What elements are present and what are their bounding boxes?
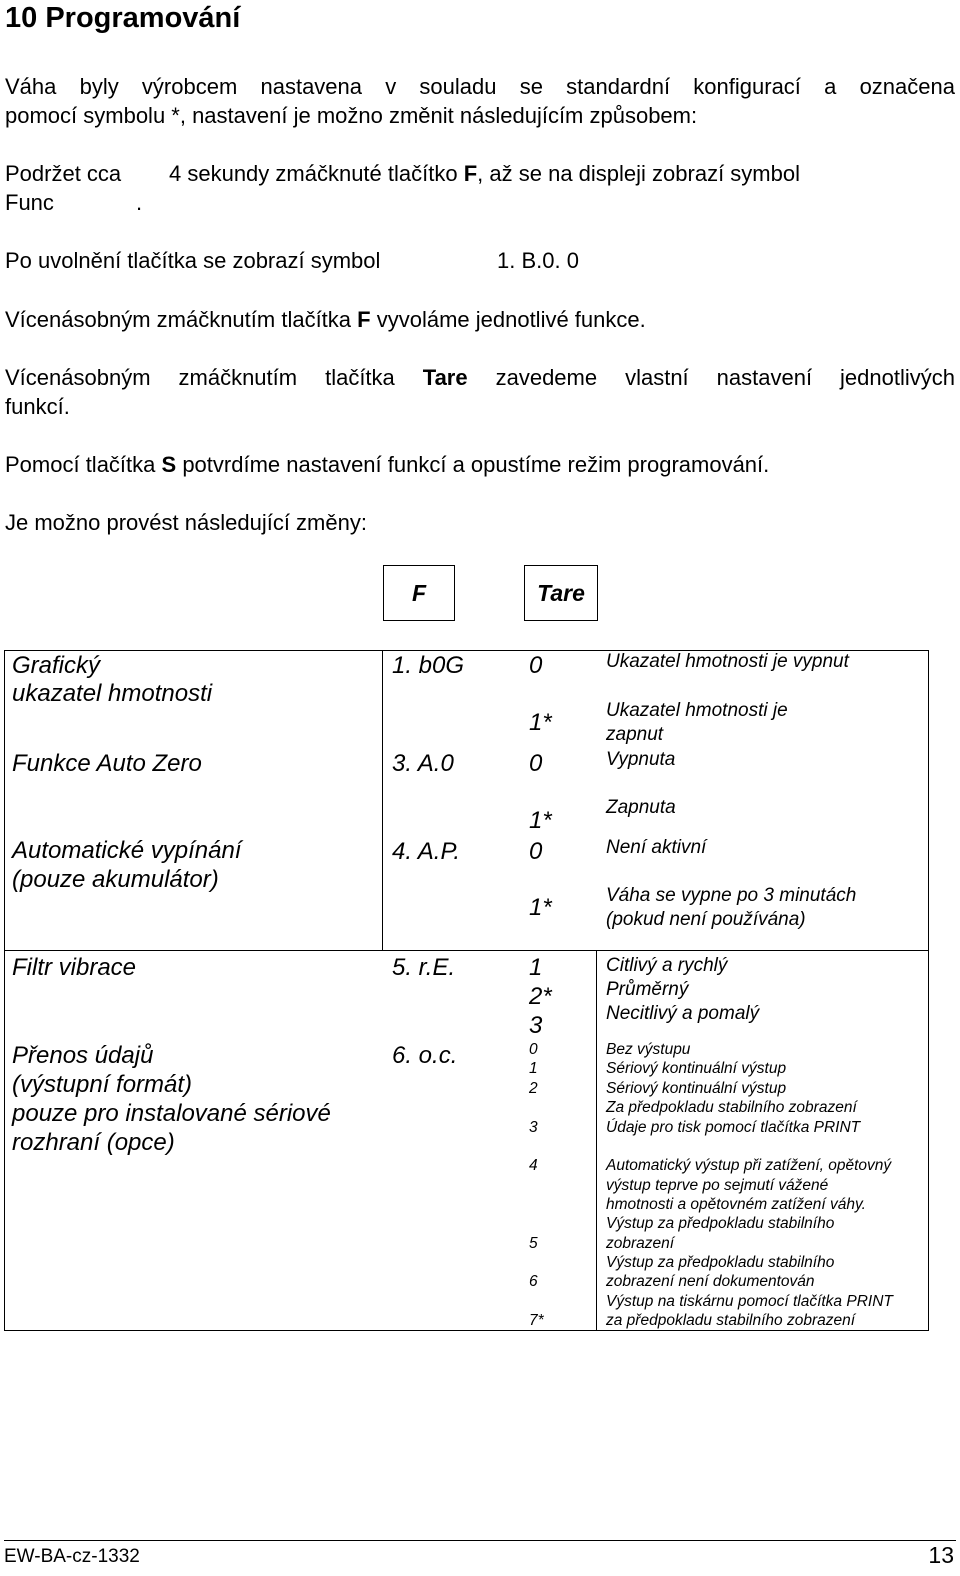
intro-line-1: Váha byly výrobcem nastavena v souladu se standardní konfigurací a označena	[5, 74, 955, 99]
filtr-desc-1: Citlivý a rychlý	[606, 955, 728, 976]
step1-key-f: F	[463, 161, 478, 186]
table-divider-lower	[596, 950, 597, 1331]
auto-desc-1: Zapnuta	[606, 797, 676, 818]
table-left-border	[4, 650, 5, 1331]
step4-line-1	[5, 363, 955, 392]
ap-desc-1a: Váha se vypne po 3 minutách	[606, 885, 857, 906]
key-box-f: F	[383, 565, 455, 621]
step1-dot: .	[136, 190, 143, 215]
step2-text: Po uvolnění tlačítka se zobrazí symbol	[5, 248, 381, 273]
ap-label-2: (pouze akumulátor)	[12, 866, 219, 893]
graf-value-1: 1*	[529, 709, 552, 736]
filtr-desc-2: Průměrný	[606, 979, 689, 1000]
prenos-label-3: pouze pro instalované sériové	[12, 1100, 331, 1127]
prenos-label-1: Přenos údajů	[12, 1042, 154, 1069]
step2-symbol: 1. B.0. 0	[497, 248, 579, 273]
graf-desc-0: Ukazatel hmotnosti je vypnut	[606, 651, 849, 672]
step1-text	[169, 159, 800, 188]
filtr-value-3: 3	[529, 1012, 543, 1039]
step5-text	[5, 450, 769, 479]
ap-value-0: 0	[529, 838, 543, 865]
prenos-desc-1: Sériový kontinuální výstup	[606, 1060, 787, 1077]
graf-desc-1b: zapnut	[606, 724, 664, 745]
table-bottom-border	[4, 1330, 929, 1331]
step4-pre: Vícenásobným zmáčknutím tlačítka	[5, 365, 423, 390]
ap-label-1: Automatické vypínání	[12, 837, 242, 864]
prenos-value-6: 6	[529, 1273, 538, 1290]
ap-code: 4. A.P.	[392, 838, 461, 865]
prenos-desc-5b: zobrazení	[606, 1235, 675, 1252]
prenos-value-0: 0	[529, 1041, 538, 1058]
page-title: 10 Programování	[5, 2, 241, 34]
ap-desc-0: Není aktivní	[606, 837, 707, 858]
table-row-separator	[4, 950, 929, 951]
step3-text	[5, 305, 646, 334]
auto-label: Funkce Auto Zero	[12, 750, 202, 777]
table-divider-upper	[382, 650, 383, 950]
auto-code: 3. A.0	[392, 750, 454, 777]
step1-pre: Podržet cca	[5, 161, 122, 186]
intro-line-2: pomocí symbolu *, nastavení je možno změnit následujícím způsobem:	[5, 103, 698, 128]
auto-value-0: 0	[529, 750, 543, 777]
step3-key: F	[357, 307, 371, 332]
prenos-code: 6. o.c.	[392, 1042, 458, 1069]
filtr-value-1: 1	[529, 954, 543, 981]
prenos-desc-0: Bez výstupu	[606, 1041, 691, 1058]
prenos-desc-6a: Výstup za předpokladu stabilního	[606, 1254, 835, 1271]
prenos-desc-4c: hmotnosti a opětovném zatížení váhy.	[606, 1196, 866, 1213]
key-box-tare: Tare	[524, 565, 598, 621]
filtr-value-2: 2*	[529, 983, 552, 1010]
footer-rule	[4, 1540, 956, 1541]
prenos-desc-2: Sériový kontinuální výstup	[606, 1080, 787, 1097]
ap-desc-1b: (pokud není používána)	[606, 909, 806, 930]
footer-page-number: 13	[928, 1542, 954, 1568]
filtr-code: 5. r.E.	[392, 954, 456, 981]
step4-post: zavedeme vlastní nastavení jednotlivých	[467, 365, 955, 390]
step5-post: potvrdíme nastavení funkcí a opustíme režim programování.	[176, 452, 770, 477]
prenos-value-2: 2	[529, 1080, 538, 1097]
auto-value-1: 1*	[529, 807, 552, 834]
prenos-desc-7a: Výstup na tiskárnu pomocí tlačítka PRINT	[606, 1293, 893, 1310]
prenos-value-1: 1	[529, 1060, 538, 1077]
step3-pre: Vícenásobným zmáčknutím tlačítka	[5, 307, 358, 332]
step1-func: Func	[5, 190, 54, 215]
prenos-label-2: (výstupní formát)	[12, 1071, 193, 1098]
graf-desc-1a: Ukazatel hmotnosti je	[606, 700, 788, 721]
graf-value-0: 0	[529, 652, 543, 679]
prenos-desc-4b: výstup teprve po sejmutí vážené	[606, 1177, 829, 1194]
prenos-desc-2b: Za předpokladu stabilního zobrazení	[606, 1099, 857, 1116]
step4-key: Tare	[422, 365, 468, 390]
prenos-value-3: 3	[529, 1119, 538, 1136]
step6-text: Je možno provést následující změny:	[5, 510, 367, 535]
prenos-desc-6b: zobrazení není dokumentován	[606, 1273, 815, 1290]
prenos-desc-7b: za předpokladu stabilního zobrazení	[606, 1312, 856, 1329]
filtr-desc-3: Necitlivý a pomalý	[606, 1003, 760, 1024]
prenos-desc-4a: Automatický výstup při zatížení, opětovný	[606, 1157, 892, 1174]
step4-line-2: funkcí.	[5, 394, 70, 419]
step1-mid1: 4 sekundy zmáčknuté tlačítko	[169, 161, 458, 186]
auto-desc-0: Vypnuta	[606, 749, 676, 770]
graf-label-2: ukazatel hmotnosti	[12, 680, 213, 707]
filtr-label: Filtr vibrace	[12, 954, 137, 981]
ap-value-1: 1*	[529, 894, 552, 921]
step5-pre: Pomocí tlačítka	[5, 452, 162, 477]
step3-post: vyvoláme jednotlivé funkce.	[370, 307, 646, 332]
prenos-desc-5a: Výstup za předpokladu stabilního	[606, 1215, 835, 1232]
step1-mid2: , až se na displeji zobrazí symbol	[477, 161, 800, 186]
prenos-value-7: 7*	[529, 1312, 544, 1329]
graf-code: 1. b0G	[392, 652, 465, 679]
prenos-value-4: 4	[529, 1157, 538, 1174]
step5-key: S	[161, 452, 177, 477]
graf-label-1: Grafický	[12, 652, 101, 679]
table-right-border	[928, 650, 929, 1331]
prenos-desc-3: Údaje pro tisk pomocí tlačítka PRINT	[606, 1119, 861, 1136]
footer-doc-code: EW-BA-cz-1332	[4, 1546, 140, 1567]
prenos-value-5: 5	[529, 1235, 538, 1252]
prenos-label-4: rozhraní (opce)	[12, 1129, 175, 1156]
